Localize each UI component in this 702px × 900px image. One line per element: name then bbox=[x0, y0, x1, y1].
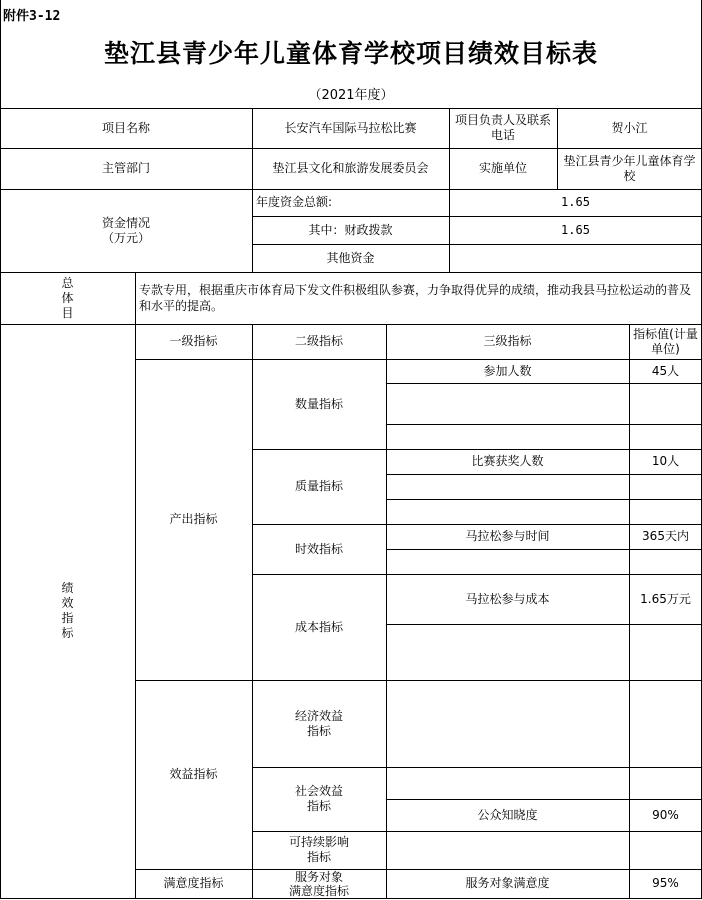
quality-indicator: 质量指标 bbox=[294, 479, 343, 493]
row-line bbox=[386, 624, 702, 625]
indicators-side-label: 绩效指标 bbox=[61, 581, 74, 640]
attachment-number: 附件3-12 bbox=[3, 9, 61, 24]
row-line bbox=[386, 549, 702, 550]
benefit-indicator: 效益指标 bbox=[169, 767, 218, 781]
project-name-label: 项目名称 bbox=[101, 120, 150, 135]
contact-label: 项目负责人及联系电话 bbox=[455, 113, 552, 142]
timeliness-indicator: 时效指标 bbox=[294, 541, 343, 556]
project-name-value: 长安汽车国际马拉松比赛 bbox=[284, 120, 417, 135]
goal-label: 总体目 bbox=[61, 275, 74, 320]
service-value: 95% bbox=[652, 876, 679, 890]
dept-value: 垫江县文化和旅游发展委员会 bbox=[272, 161, 429, 175]
dept-label: 主管部门 bbox=[101, 161, 150, 175]
funds-other-label: 其他资金 bbox=[326, 250, 375, 265]
service-item: 服务对象满意度 bbox=[465, 876, 550, 890]
cost-indicator: 成本指标 bbox=[294, 619, 343, 634]
header-level3: 三级指标 bbox=[483, 334, 532, 348]
quality-item: 比赛获奖人数 bbox=[471, 454, 544, 468]
quantity-value: 45人 bbox=[651, 363, 680, 378]
contact-value: 贺小江 bbox=[611, 120, 648, 135]
service-indicator: 服务对象 满意度指标 bbox=[288, 869, 349, 898]
funds-label: 资金情况 （万元） bbox=[101, 215, 150, 245]
sustainable-indicator: 可持续影响 指标 bbox=[288, 835, 349, 864]
quantity-item: 参加人数 bbox=[483, 363, 532, 378]
funds-fiscal-label: 其中：财政拨款 bbox=[308, 222, 393, 237]
social-indicator: 社会效益 指标 bbox=[294, 784, 343, 813]
cost-item: 马拉松参与成本 bbox=[465, 591, 550, 606]
page-title: 垫江县青少年儿童体育学校项目绩效目标表 bbox=[103, 39, 598, 68]
indicators-side-cell bbox=[0, 324, 135, 898]
row-line bbox=[386, 474, 702, 475]
row-line bbox=[0, 898, 702, 899]
header-level2: 二级指标 bbox=[294, 334, 343, 348]
quality-value: 10人 bbox=[651, 454, 680, 468]
row-line bbox=[386, 499, 702, 500]
impl-value: 垫江县青少年儿童体育学校 bbox=[563, 153, 696, 183]
goal-text: 专款专用，根据重庆市体育局下发文件积极组队参赛，力争取得优异的成绩，推动我县马拉松运动的普及和水平的提高。 bbox=[139, 283, 692, 313]
funds-total-value: 1.65 bbox=[561, 195, 590, 209]
row-line bbox=[386, 383, 702, 384]
row-line bbox=[386, 424, 702, 425]
social-item: 公众知晓度 bbox=[477, 807, 538, 822]
header-level1: 一级指标 bbox=[169, 334, 218, 348]
satisfaction-indicator: 满意度指标 bbox=[163, 876, 224, 890]
timeliness-item: 马拉松参与时间 bbox=[465, 529, 550, 543]
funds-fiscal-value: 1.65 bbox=[561, 222, 590, 237]
social-value: 90% bbox=[652, 807, 679, 822]
funds-other-value bbox=[449, 244, 702, 272]
cost-value: 1.65万元 bbox=[640, 591, 691, 606]
output-indicator: 产出指标 bbox=[169, 512, 218, 526]
timeliness-value: 365天内 bbox=[642, 529, 689, 543]
goal-label-cell bbox=[0, 272, 135, 324]
economic-indicator: 经济效益 指标 bbox=[294, 708, 343, 738]
funds-total-label: 年度资金总额: bbox=[256, 195, 333, 209]
fiscal-year: （2021年度） bbox=[308, 88, 394, 103]
quantity-indicator: 数量指标 bbox=[294, 396, 343, 411]
impl-label: 实施单位 bbox=[478, 161, 527, 175]
header-value: 指标值(计量单位) bbox=[633, 326, 698, 356]
